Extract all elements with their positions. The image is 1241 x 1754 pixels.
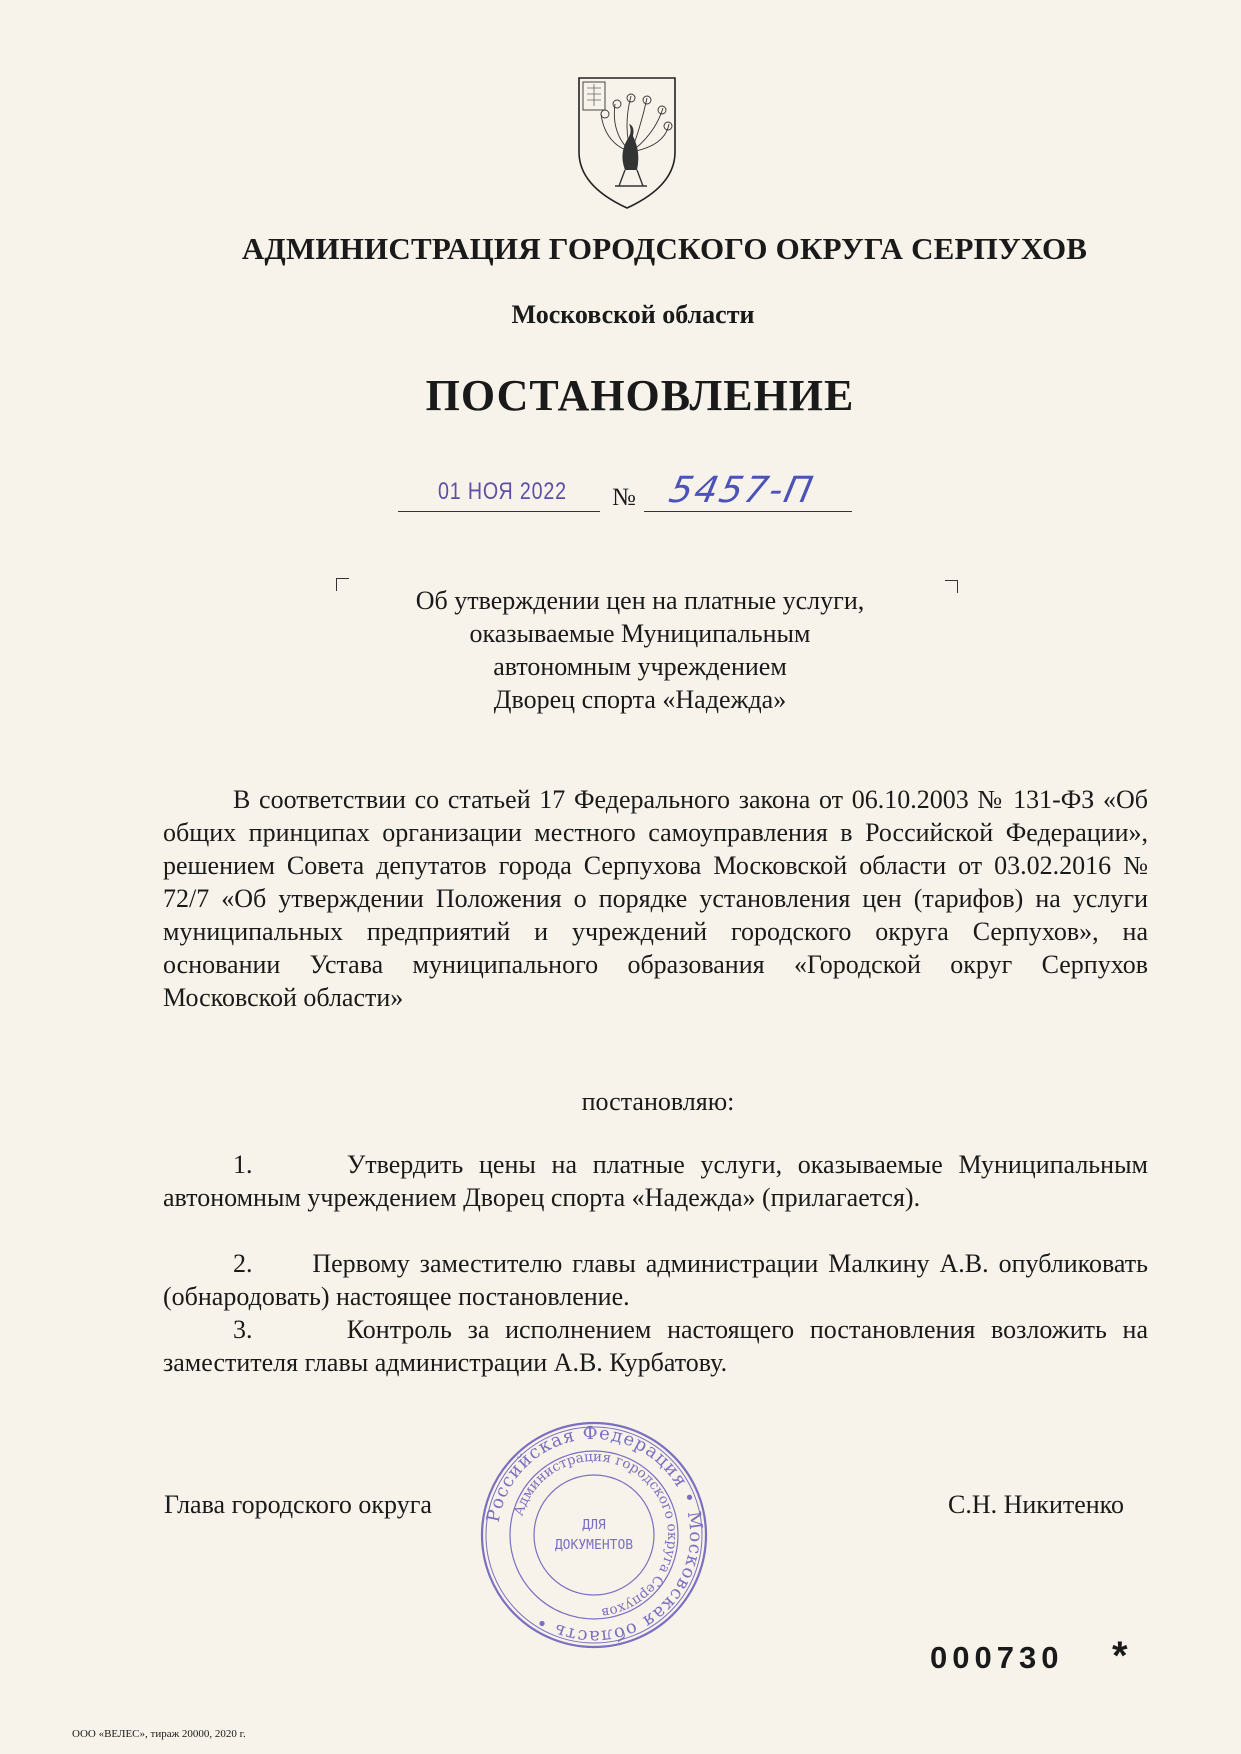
registration-date-stamp: 01 НОЯ 2022: [438, 478, 567, 505]
subject-block: [350, 584, 930, 716]
official-seal: [478, 1419, 710, 1651]
subject-line: Дворец спорта «Надежда»: [493, 685, 787, 714]
serial-number: 000730: [930, 1640, 1064, 1675]
decree-item-3: 3. Контроль за исполнением настоящего постановления возложить на заместителя главы администрации А.В. Курбатову.: [163, 1315, 1148, 1377]
region-name: Московской области: [511, 300, 755, 329]
subject-left-bracket: [336, 578, 349, 591]
seal-center-line-2: ДОКУМЕНТОВ: [554, 1538, 634, 1553]
handwritten-number: 5457-П: [665, 470, 819, 511]
date-underline: [398, 510, 600, 512]
organization-name: АДМИНИСТРАЦИЯ ГОРОДСКОГО ОКРУГА СЕРПУХОВ: [241, 231, 1088, 266]
signatory-name: С.Н. Никитенко: [948, 1490, 1124, 1519]
subject-right-bracket: [945, 580, 958, 593]
coat-of-arms-emblem: [575, 74, 679, 212]
subject-line: Об утверждении цен на платные услуги,: [415, 586, 865, 615]
number-underline: [644, 510, 852, 512]
preamble-paragraph: В соответствии со статьей 17 Федерального закона от 06.10.2003 № 131-ФЗ «Об общих принципах организации местного самоуправления в Российской Федерации», решением Совета депутатов города Серпухова Московской области от 03.02.2016 № 72/7 «Об утверждении Положения о порядке установления цен (тарифов) на услуги муниципальных предприятий и учреждений городского округа Серпухов», на основании Устава муниципального образования «Городской округ Серпухов Московской области»: [163, 785, 1148, 1012]
signatory-position: Глава городского округа: [164, 1490, 432, 1519]
seal-outer-text: Российская Федерация • Московская область •: [482, 1422, 707, 1648]
serial-mark: *: [1112, 1634, 1128, 1678]
subject-line: оказываемые Муниципальным: [469, 619, 811, 648]
decree-item-1: 1. Утвердить цены на платные услуги, оказываемые Муниципальным автономным учреждением Дворец спорта «Надежда» (прилагается).: [163, 1150, 1148, 1212]
subject-line: автономным учреждением: [493, 652, 787, 681]
seal-inner-text: Администрация городского округа Серпухов: [510, 1448, 681, 1621]
decree-item-2: 2. Первому заместителю главы администрации Малкину А.В. опубликовать (обнародовать) настоящее постановление.: [163, 1249, 1148, 1311]
document-title: ПОСТАНОВЛЕНИЕ: [425, 371, 855, 420]
printer-imprint: ООО «ВЕЛЕС», тираж 20000, 2020 г.: [72, 1728, 246, 1740]
seal-center-line-1: ДЛЯ: [582, 1518, 606, 1533]
decree-word: постановляю:: [581, 1087, 735, 1116]
number-sign: №: [612, 484, 636, 511]
